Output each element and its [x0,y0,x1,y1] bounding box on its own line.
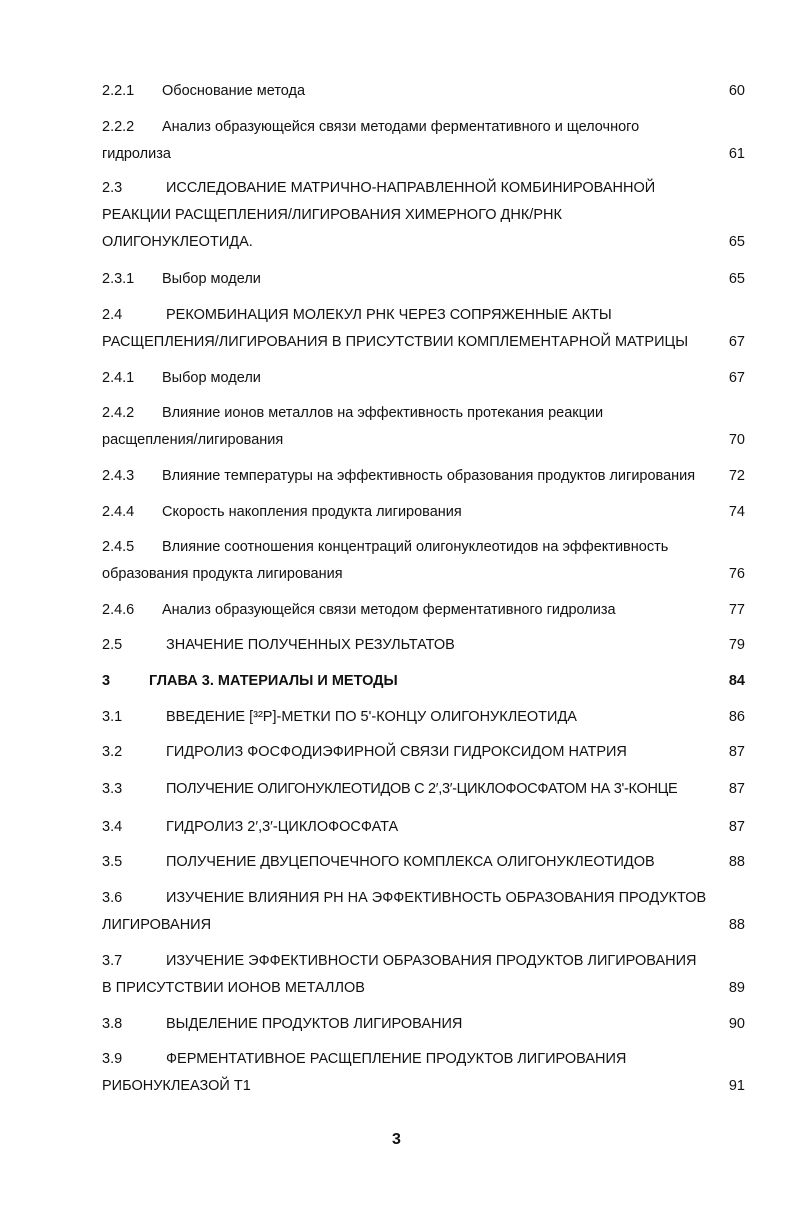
toc-entry-page: 60 [728,83,745,99]
toc-entry-number: 2.4 [102,307,123,323]
toc-entry-title-continued: расщепления/лигирования [102,432,284,448]
page-number: 3 [392,1131,401,1148]
toc-chapter-entry [102,668,745,695]
toc-entry-page: 72 [728,468,745,484]
toc-entry-number: 2.3.1 [102,271,135,287]
toc-entry [102,814,745,841]
toc-entry-page: 87 [728,819,745,835]
toc-entry-title: ГИДРОЛИЗ 2′,3′-ЦИКЛОФОСФАТА [166,819,399,835]
toc-entry-title: ГЛАВА 3. МАТЕРИАЛЫ И МЕТОДЫ [149,673,398,689]
toc-entry [102,597,745,624]
toc-entry [102,1046,745,1100]
toc-entry-number: 2.4.3 [102,468,135,484]
toc-entry-number: 2.4.4 [102,504,135,520]
toc-entry-title-continued: гидролиза [102,146,171,162]
toc-entry-number: 3.9 [102,1051,123,1067]
toc-entry-title: ПОЛУЧЕНИЕ ОЛИГОНУКЛЕОТИДОВ С 2′,3′-ЦИКЛОФОСФАТОМ НА 3'-КОНЦЕ [166,781,678,797]
toc-entry-title-continued: РАСЩЕПЛЕНИЯ/ЛИГИРОВАНИЯ В ПРИСУТСТВИИ КОМПЛЕМЕНТАРНОЙ МАТРИЦЫ [102,334,689,350]
toc-entry-page: 84 [728,673,745,689]
toc-entry [102,175,745,256]
toc-entry-title-continued: образования продукта лигирования [102,566,343,582]
toc-entry-page: 91 [728,1078,745,1094]
toc-entry-title: ФЕРМЕНТАТИВНОЕ РАСЩЕПЛЕНИЕ ПРОДУКТОВ ЛИГИРОВАНИЯ [166,1051,627,1067]
toc-entry-page: 89 [728,980,745,996]
toc-entry-number: 3.1 [102,709,123,725]
toc-entry [102,948,745,1002]
toc-entry-number: 3.7 [102,953,123,969]
toc-entry [102,885,745,939]
toc-entry [102,365,745,392]
toc-entry-page: 79 [728,637,745,653]
toc-entry [102,463,745,490]
toc-entry [102,704,745,731]
toc-entry-number: 3 [102,673,111,689]
toc-entry-title: ВВЕДЕНИЕ [³²P]-МЕТКИ ПО 5'-КОНЦУ ОЛИГОНУКЛЕОТИДА [166,709,577,725]
toc-entry [102,266,745,293]
toc-entry-title: Анализ образующейся связи методами ферментативного и щелочного [162,119,640,135]
toc-entry-title: РЕКОМБИНАЦИЯ МОЛЕКУЛ РНК ЧЕРЕЗ СОПРЯЖЕННЫЕ АКТЫ [166,307,612,323]
toc-entry-number: 2.4.2 [102,405,135,421]
toc-entry-title: ЗНАЧЕНИЕ ПОЛУЧЕННЫХ РЕЗУЛЬТАТОВ [166,637,455,653]
toc-entry-title-continued: РЕАКЦИИ РАСЩЕПЛЕНИЯ/ЛИГИРОВАНИЯ ХИМЕРНОГО ДНК/РНК [102,207,562,223]
toc-entry-number: 2.2.2 [102,119,135,135]
toc-entry-title-continued: ЛИГИРОВАНИЯ [102,917,212,933]
toc-entry-page: 88 [728,854,745,870]
toc-entry-number: 3.5 [102,854,123,870]
toc-entry-title: ИССЛЕДОВАНИЕ МАТРИЧНО-НАПРАВЛЕННОЙ КОМБИНИРОВАННОЙ [166,180,656,196]
toc-entry-number: 3.8 [102,1016,123,1032]
toc-entry-title: Обоснование метода [162,83,306,99]
toc-entry [102,632,745,659]
toc-entry [102,499,745,526]
toc-entry-title: ВЫДЕЛЕНИЕ ПРОДУКТОВ ЛИГИРОВАНИЯ [166,1016,463,1032]
toc-entry [102,400,745,454]
toc-entry [102,78,745,105]
toc-entry-title: ИЗУЧЕНИЕ ВЛИЯНИЯ РН НА ЭФФЕКТИВНОСТЬ ОБРАЗОВАНИЯ ПРОДУКТОВ [166,890,707,906]
toc-entry-page: 67 [728,370,745,386]
toc-entry-title: ПОЛУЧЕНИЕ ДВУЦЕПОЧЕЧНОГО КОМПЛЕКСА ОЛИГОНУКЛЕОТИДОВ [166,854,655,870]
toc-entry-page: 90 [728,1016,745,1032]
toc-entry-number: 2.4.6 [102,602,135,618]
toc-entry-number: 2.4.1 [102,370,135,386]
toc-entry-title: Выбор модели [162,370,261,386]
toc-entry-title-continued: ОЛИГОНУКЛЕОТИДА. [102,234,253,250]
toc-entry-page: 86 [728,709,745,725]
toc-entry [102,849,745,876]
toc-entry-title: ГИДРОЛИЗ ФОСФОДИЭФИРНОЙ СВЯЗИ ГИДРОКСИДОМ НАТРИЯ [166,744,627,760]
toc-entry-number: 3.6 [102,890,123,906]
toc-entry-number: 2.5 [102,637,123,653]
toc-entry-title: Скорость накопления продукта лигирования [162,504,462,520]
toc-entry-page: 87 [728,781,745,797]
toc-entry-title: Влияние ионов металлов на эффективность протекания реакции [162,405,604,421]
toc-entry-page: 88 [728,917,745,933]
toc-entry-page: 76 [728,566,745,582]
toc-entry-title: Выбор модели [162,271,261,287]
toc-entry-page: 61 [728,146,745,162]
toc-entry-number: 3.2 [102,744,123,760]
toc-entry-title-continued: В ПРИСУТСТВИИ ИОНОВ МЕТАЛЛОВ [102,980,365,996]
toc-entry [102,114,745,168]
toc-entry-title: ИЗУЧЕНИЕ ЭФФЕКТИВНОСТИ ОБРАЗОВАНИЯ ПРОДУКТОВ ЛИГИРОВАНИЯ [166,953,697,969]
toc-entry-number: 3.4 [102,819,123,835]
toc-entry [102,534,745,588]
toc-entry-number: 2.3 [102,180,123,196]
toc-entry-title: Влияние температуры на эффективность образования продуктов лигирования [162,468,696,484]
toc-entry-title: Анализ образующейся связи методом ферментативного гидролиза [162,602,616,618]
toc-entry [102,1011,745,1038]
toc-entry [102,739,745,766]
toc-entry [102,302,745,356]
toc-entry [102,776,745,803]
toc-entry-title: Влияние соотношения концентраций олигонуклеотидов на эффективность [162,539,669,555]
toc-entry-page: 65 [728,234,745,250]
toc-entry-page: 87 [728,744,745,760]
toc-entry-page: 77 [728,602,745,618]
toc-entry-page: 65 [728,271,745,287]
toc-entry-number: 2.4.5 [102,539,135,555]
toc-entry-title-continued: РИБОНУКЛЕАЗОЙ Т1 [102,1078,251,1094]
toc-entry-page: 67 [728,334,745,350]
toc-entry-number: 2.2.1 [102,83,135,99]
toc-entry-page: 74 [728,504,745,520]
toc-entry-number: 3.3 [102,781,123,797]
toc-entry-page: 70 [728,432,745,448]
